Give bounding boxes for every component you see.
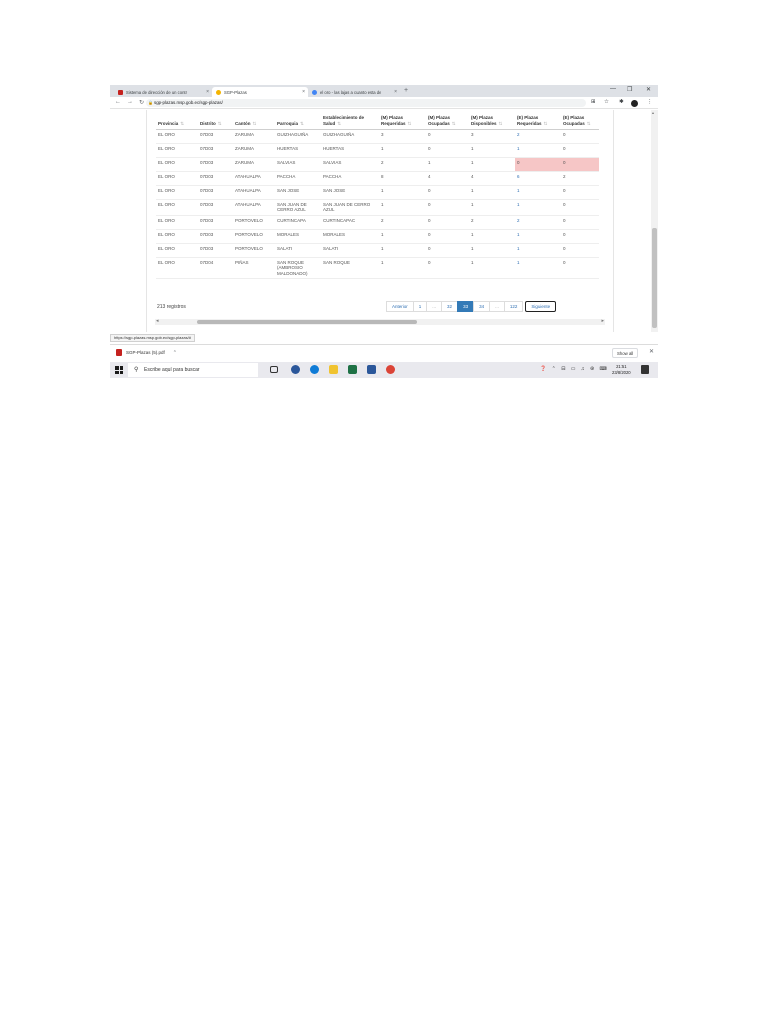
table-body — [156, 129, 599, 279]
vertical-scroll-thumb[interactable] — [652, 228, 657, 328]
cell-e-requeridas: 1 — [515, 199, 561, 215]
table-row — [156, 215, 599, 229]
table-row — [156, 143, 599, 157]
table-header-row — [156, 110, 599, 129]
sort-icon[interactable]: ⇅ — [180, 120, 185, 126]
sort-icon[interactable]: ⇅ — [407, 120, 412, 126]
cell-distrito: 07D03 — [198, 143, 233, 157]
table-row — [156, 157, 599, 171]
close-icon[interactable]: × — [206, 89, 209, 95]
cell-e-ocupadas: 0 — [561, 257, 599, 279]
cell-e-ocupadas: 0 — [561, 185, 599, 199]
cell-parroquia: SAN JOSE — [275, 185, 321, 199]
cell-parroquia: MORALES — [275, 229, 321, 243]
notifications-icon[interactable] — [641, 365, 649, 374]
cell-m-disponibles: 1 — [469, 185, 515, 199]
cell-establecimiento: CURTINCAPAC — [321, 215, 379, 229]
cell-m-requeridas: 1 — [379, 257, 426, 279]
cell-canton: ATAHUALPA — [233, 185, 275, 199]
cell-m-disponibles: 1 — [469, 243, 515, 257]
cell-m-ocupadas: 4 — [426, 171, 469, 185]
pagination-previous[interactable]: Anterior — [386, 301, 414, 312]
cell-canton: ZARUMA — [233, 157, 275, 171]
cell-distrito: 07D03 — [198, 171, 233, 185]
close-icon[interactable]: × — [302, 89, 305, 95]
sort-icon[interactable]: ⇅ — [217, 120, 222, 126]
screenshot-frame — [110, 85, 658, 378]
cell-m-ocupadas: 0 — [426, 185, 469, 199]
download-shelf — [110, 344, 658, 361]
cell-distrito: 07D03 — [198, 229, 233, 243]
cell-parroquia: SAN ROQUE (AMBROSIO MALDONADO) — [275, 257, 321, 279]
address-bar[interactable] — [146, 99, 586, 107]
download-filename: SGP-Plazas (5).pdf — [126, 350, 165, 355]
cell-establecimiento: SAN ROQUE — [321, 257, 379, 279]
pagination-ellipsis: ... — [426, 301, 442, 312]
tab-label: Sistema de dirección de un contr — [126, 89, 187, 95]
cell-m-disponibles: 1 — [469, 157, 515, 171]
column-header-provincia[interactable]: Provincia ⇅ — [156, 110, 198, 129]
cell-distrito: 07D04 — [198, 257, 233, 279]
cell-parroquia: GUIZHAGUIÑA — [275, 129, 321, 143]
taskbar-search-input[interactable] — [128, 363, 258, 377]
sort-icon[interactable]: ⇅ — [300, 120, 304, 126]
pagination-ellipsis: ... — [489, 301, 505, 312]
show-all-button[interactable]: Show all — [612, 348, 638, 358]
cell-provincia: EL ORO — [156, 257, 198, 279]
sort-icon[interactable]: ⇅ — [586, 120, 591, 126]
cell-m-requeridas: 1 — [379, 143, 426, 157]
cell-provincia: EL ORO — [156, 129, 198, 143]
cell-e-ocupadas: 2 — [561, 171, 599, 185]
cell-establecimiento: SALATI — [321, 243, 379, 257]
system-tray[interactable]: ❓ ⌃ ⊟ ▭ ♫ ⊛ ⌨ — [540, 366, 609, 372]
excel-icon[interactable] — [348, 365, 357, 374]
cell-e-ocupadas: 0 — [561, 215, 599, 229]
pagination-page[interactable]: 122 — [504, 301, 524, 312]
cell-m-ocupadas: 0 — [426, 143, 469, 157]
extensions-icon[interactable]: ✱ — [619, 99, 624, 105]
cell-provincia: EL ORO — [156, 143, 198, 157]
cell-m-requeridas: 2 — [379, 157, 426, 171]
clock-time: 21:51 — [616, 364, 627, 369]
cell-m-requeridas: 8 — [379, 171, 426, 185]
cell-parroquia: PACCHA — [275, 171, 321, 185]
url-text: sgp-plazas.msp.gob.ec/sgp-plazas/ — [154, 100, 223, 105]
scroll-left-icon[interactable]: ◂ — [156, 318, 159, 324]
menu-dots-icon[interactable]: ⋮ — [647, 99, 653, 105]
cell-e-requeridas: 1 — [515, 257, 561, 279]
cell-m-disponibles: 1 — [469, 143, 515, 157]
pagination — [387, 301, 556, 312]
chrome-icon[interactable] — [386, 365, 395, 374]
tab-google-search[interactable] — [308, 87, 400, 97]
clock-date: 23/8/2020 — [612, 369, 631, 375]
column-header-m-ocupadas[interactable]: (M) Plazas Ocupadas ⇅ — [426, 110, 469, 129]
cell-m-requeridas: 1 — [379, 229, 426, 243]
table-row — [156, 229, 599, 243]
cell-e-ocupadas: 0 — [561, 243, 599, 257]
content-panel — [146, 110, 614, 332]
column-header-establecimiento[interactable]: Establecimiento de Salud ⇅ — [321, 110, 379, 129]
column-header-e-requeridas[interactable]: (E) Plazas Requeridas ⇅ — [515, 110, 561, 129]
tab-label: SGP-Plazas — [224, 89, 247, 95]
cell-establecimiento: SALVIAS — [321, 157, 379, 171]
cell-parroquia: SAN JUAN DE CERRO AZUL — [275, 199, 321, 215]
table-row — [156, 171, 599, 185]
table-row — [156, 257, 599, 279]
tab-favicon-icon — [216, 90, 221, 95]
cell-distrito: 07D03 — [198, 185, 233, 199]
plazas-table — [156, 110, 599, 279]
cell-e-ocupadas: 0 — [561, 199, 599, 215]
forward-arrow-icon[interactable]: → — [127, 99, 133, 105]
cell-establecimiento: HUERTAS — [321, 143, 379, 157]
sort-icon[interactable]: ⇅ — [252, 120, 257, 126]
search-placeholder: Escribe aquí para buscar — [144, 367, 200, 373]
sort-icon[interactable]: ⇅ — [337, 120, 342, 126]
pagination-page-active[interactable]: 33 — [457, 301, 474, 312]
cell-canton: PORTOVELO — [233, 215, 275, 229]
table-row — [156, 199, 599, 215]
cell-canton: PIÑAS — [233, 257, 275, 279]
close-window-button[interactable]: ✕ — [646, 87, 652, 93]
scroll-right-icon[interactable]: ▸ — [601, 318, 604, 324]
cell-m-ocupadas: 0 — [426, 243, 469, 257]
task-view-icon[interactable] — [270, 366, 278, 373]
column-header-canton[interactable]: Cantón ⇅ — [233, 110, 275, 129]
chevron-up-icon[interactable]: ⌃ — [172, 349, 177, 356]
file-explorer-icon[interactable] — [329, 365, 338, 374]
cell-provincia: EL ORO — [156, 243, 198, 257]
download-item[interactable] — [116, 349, 177, 356]
cortana-icon[interactable] — [291, 365, 300, 374]
cell-canton: ATAHUALPA — [233, 199, 275, 215]
cell-m-ocupadas: 0 — [426, 199, 469, 215]
cell-m-requeridas: 1 — [379, 243, 426, 257]
horizontal-scroll-thumb[interactable] — [197, 320, 417, 324]
lock-icon: 🔒 — [148, 100, 153, 105]
back-arrow-icon[interactable]: ← — [115, 99, 121, 105]
tab-label: el oro - las lajas a cuanto esta de — [320, 89, 382, 95]
cell-canton: ZARUMA — [233, 143, 275, 157]
cell-e-requeridas: 2 — [515, 215, 561, 229]
table-row — [156, 185, 599, 199]
minimize-button[interactable]: — — [610, 86, 616, 92]
pagination-page[interactable]: 1 — [413, 301, 428, 312]
cell-e-ocupadas: 0 — [561, 129, 599, 143]
cell-m-requeridas: 3 — [379, 129, 426, 143]
horizontal-scrollbar[interactable] — [155, 319, 605, 325]
cell-distrito: 07D03 — [198, 199, 233, 215]
status-url: https://sgp-plazas.msp.gob.ec/sgp-plazas/# — [110, 334, 195, 342]
cell-e-requeridas: 1 — [515, 143, 561, 157]
column-header-m-requeridas[interactable]: (M) Plazas Requeridas ⇅ — [379, 110, 426, 129]
cell-m-ocupadas: 1 — [426, 157, 469, 171]
taskbar-clock[interactable] — [612, 364, 631, 375]
cell-establecimiento: SAN JUAN DE CERRO AZUL — [321, 199, 379, 215]
page-viewport — [110, 110, 658, 332]
cell-m-requeridas: 2 — [379, 215, 426, 229]
cell-establecimiento: SAN JOSE — [321, 185, 379, 199]
google-icon — [312, 90, 317, 95]
cell-distrito: 07D03 — [198, 243, 233, 257]
column-header-parroquia[interactable]: Parroquia ⇅ — [275, 110, 321, 129]
column-header-m-disponibles[interactable]: (M) Plazas Disponibles ⇅ — [469, 110, 515, 129]
cell-e-ocupadas: 0 — [561, 143, 599, 157]
cell-parroquia: CURTINCAPA — [275, 215, 321, 229]
pagination-next[interactable]: Siguiente — [525, 301, 556, 312]
word-icon[interactable] — [367, 365, 376, 374]
cell-canton: ZARUMA — [233, 129, 275, 143]
cell-provincia: EL ORO — [156, 171, 198, 185]
cell-parroquia: HUERTAS — [275, 143, 321, 157]
cell-e-requeridas: 1 — [515, 243, 561, 257]
column-header-distrito[interactable]: Distrito ⇅ — [198, 110, 233, 129]
cell-m-requeridas: 1 — [379, 185, 426, 199]
reload-icon[interactable]: ↻ — [139, 100, 145, 106]
pagination-page[interactable]: 34 — [473, 301, 490, 312]
cell-m-ocupadas: 0 — [426, 229, 469, 243]
search-icon: ⚲ — [134, 367, 139, 373]
tab-favicon-icon — [118, 90, 123, 95]
sort-icon[interactable]: ⇅ — [543, 120, 548, 126]
cell-m-disponibles: 1 — [469, 199, 515, 215]
tab-sistema[interactable] — [114, 87, 212, 97]
sort-icon[interactable]: ⇅ — [451, 120, 456, 126]
cell-parroquia: SALVIAS — [275, 157, 321, 171]
cell-establecimiento: MORALES — [321, 229, 379, 243]
cell-m-ocupadas: 0 — [426, 215, 469, 229]
cell-e-requeridas: 6 — [515, 171, 561, 185]
cell-m-disponibles: 3 — [469, 129, 515, 143]
table-row — [156, 129, 599, 143]
cell-parroquia: SALATI — [275, 243, 321, 257]
sort-icon[interactable]: ⇅ — [498, 120, 503, 126]
pagination-page[interactable]: 32 — [441, 301, 458, 312]
cell-establecimiento: GUIZHAGUIÑA — [321, 129, 379, 143]
cell-e-ocupadas: 0 — [561, 157, 599, 171]
cell-m-ocupadas: 0 — [426, 257, 469, 279]
vertical-scrollbar[interactable] — [651, 110, 658, 332]
cell-provincia: EL ORO — [156, 157, 198, 171]
scroll-up-icon[interactable]: ▴ — [652, 110, 655, 115]
cell-canton: ATAHUALPA — [233, 171, 275, 185]
cell-provincia: EL ORO — [156, 185, 198, 199]
windows-start-icon[interactable] — [115, 366, 123, 374]
cell-distrito: 07D03 — [198, 157, 233, 171]
column-header-e-ocupadas[interactable]: (E) Plazas Ocupadas ⇅ — [561, 110, 599, 129]
cell-provincia: EL ORO — [156, 199, 198, 215]
pdf-file-icon — [116, 349, 122, 356]
cell-e-requeridas: 2 — [515, 129, 561, 143]
cell-m-ocupadas: 0 — [426, 129, 469, 143]
windows-taskbar — [110, 362, 658, 378]
records-info: 213 registros — [157, 304, 186, 310]
cell-m-disponibles: 1 — [469, 229, 515, 243]
cell-e-ocupadas: 0 — [561, 229, 599, 243]
cell-m-disponibles: 1 — [469, 257, 515, 279]
cell-establecimiento: PACCHA — [321, 171, 379, 185]
maximize-button[interactable]: ❐ — [627, 87, 633, 93]
browser-toolbar — [110, 97, 658, 109]
cell-distrito: 07D03 — [198, 215, 233, 229]
cell-m-disponibles: 4 — [469, 171, 515, 185]
cell-m-disponibles: 2 — [469, 215, 515, 229]
cell-provincia: EL ORO — [156, 229, 198, 243]
tab-strip — [110, 85, 658, 97]
profile-avatar[interactable] — [631, 100, 638, 107]
tab-sgp-plazas[interactable] — [212, 87, 308, 97]
cell-e-requeridas: 1 — [515, 185, 561, 199]
cell-canton: PORTOVELO — [233, 229, 275, 243]
cell-m-requeridas: 1 — [379, 199, 426, 215]
close-icon[interactable]: × — [394, 89, 397, 95]
close-icon[interactable]: ✕ — [648, 349, 654, 355]
cell-provincia: EL ORO — [156, 215, 198, 229]
edge-icon[interactable] — [310, 365, 319, 374]
bookmark-star-icon[interactable]: ☆ — [604, 99, 609, 105]
cell-e-requeridas: 0 — [515, 157, 561, 171]
cell-canton: PORTOVELO — [233, 243, 275, 257]
table-row — [156, 243, 599, 257]
translate-icon[interactable]: ⊞ — [591, 99, 596, 105]
new-tab-button[interactable]: + — [404, 87, 409, 94]
cell-e-requeridas: 1 — [515, 229, 561, 243]
cell-distrito: 07D03 — [198, 129, 233, 143]
